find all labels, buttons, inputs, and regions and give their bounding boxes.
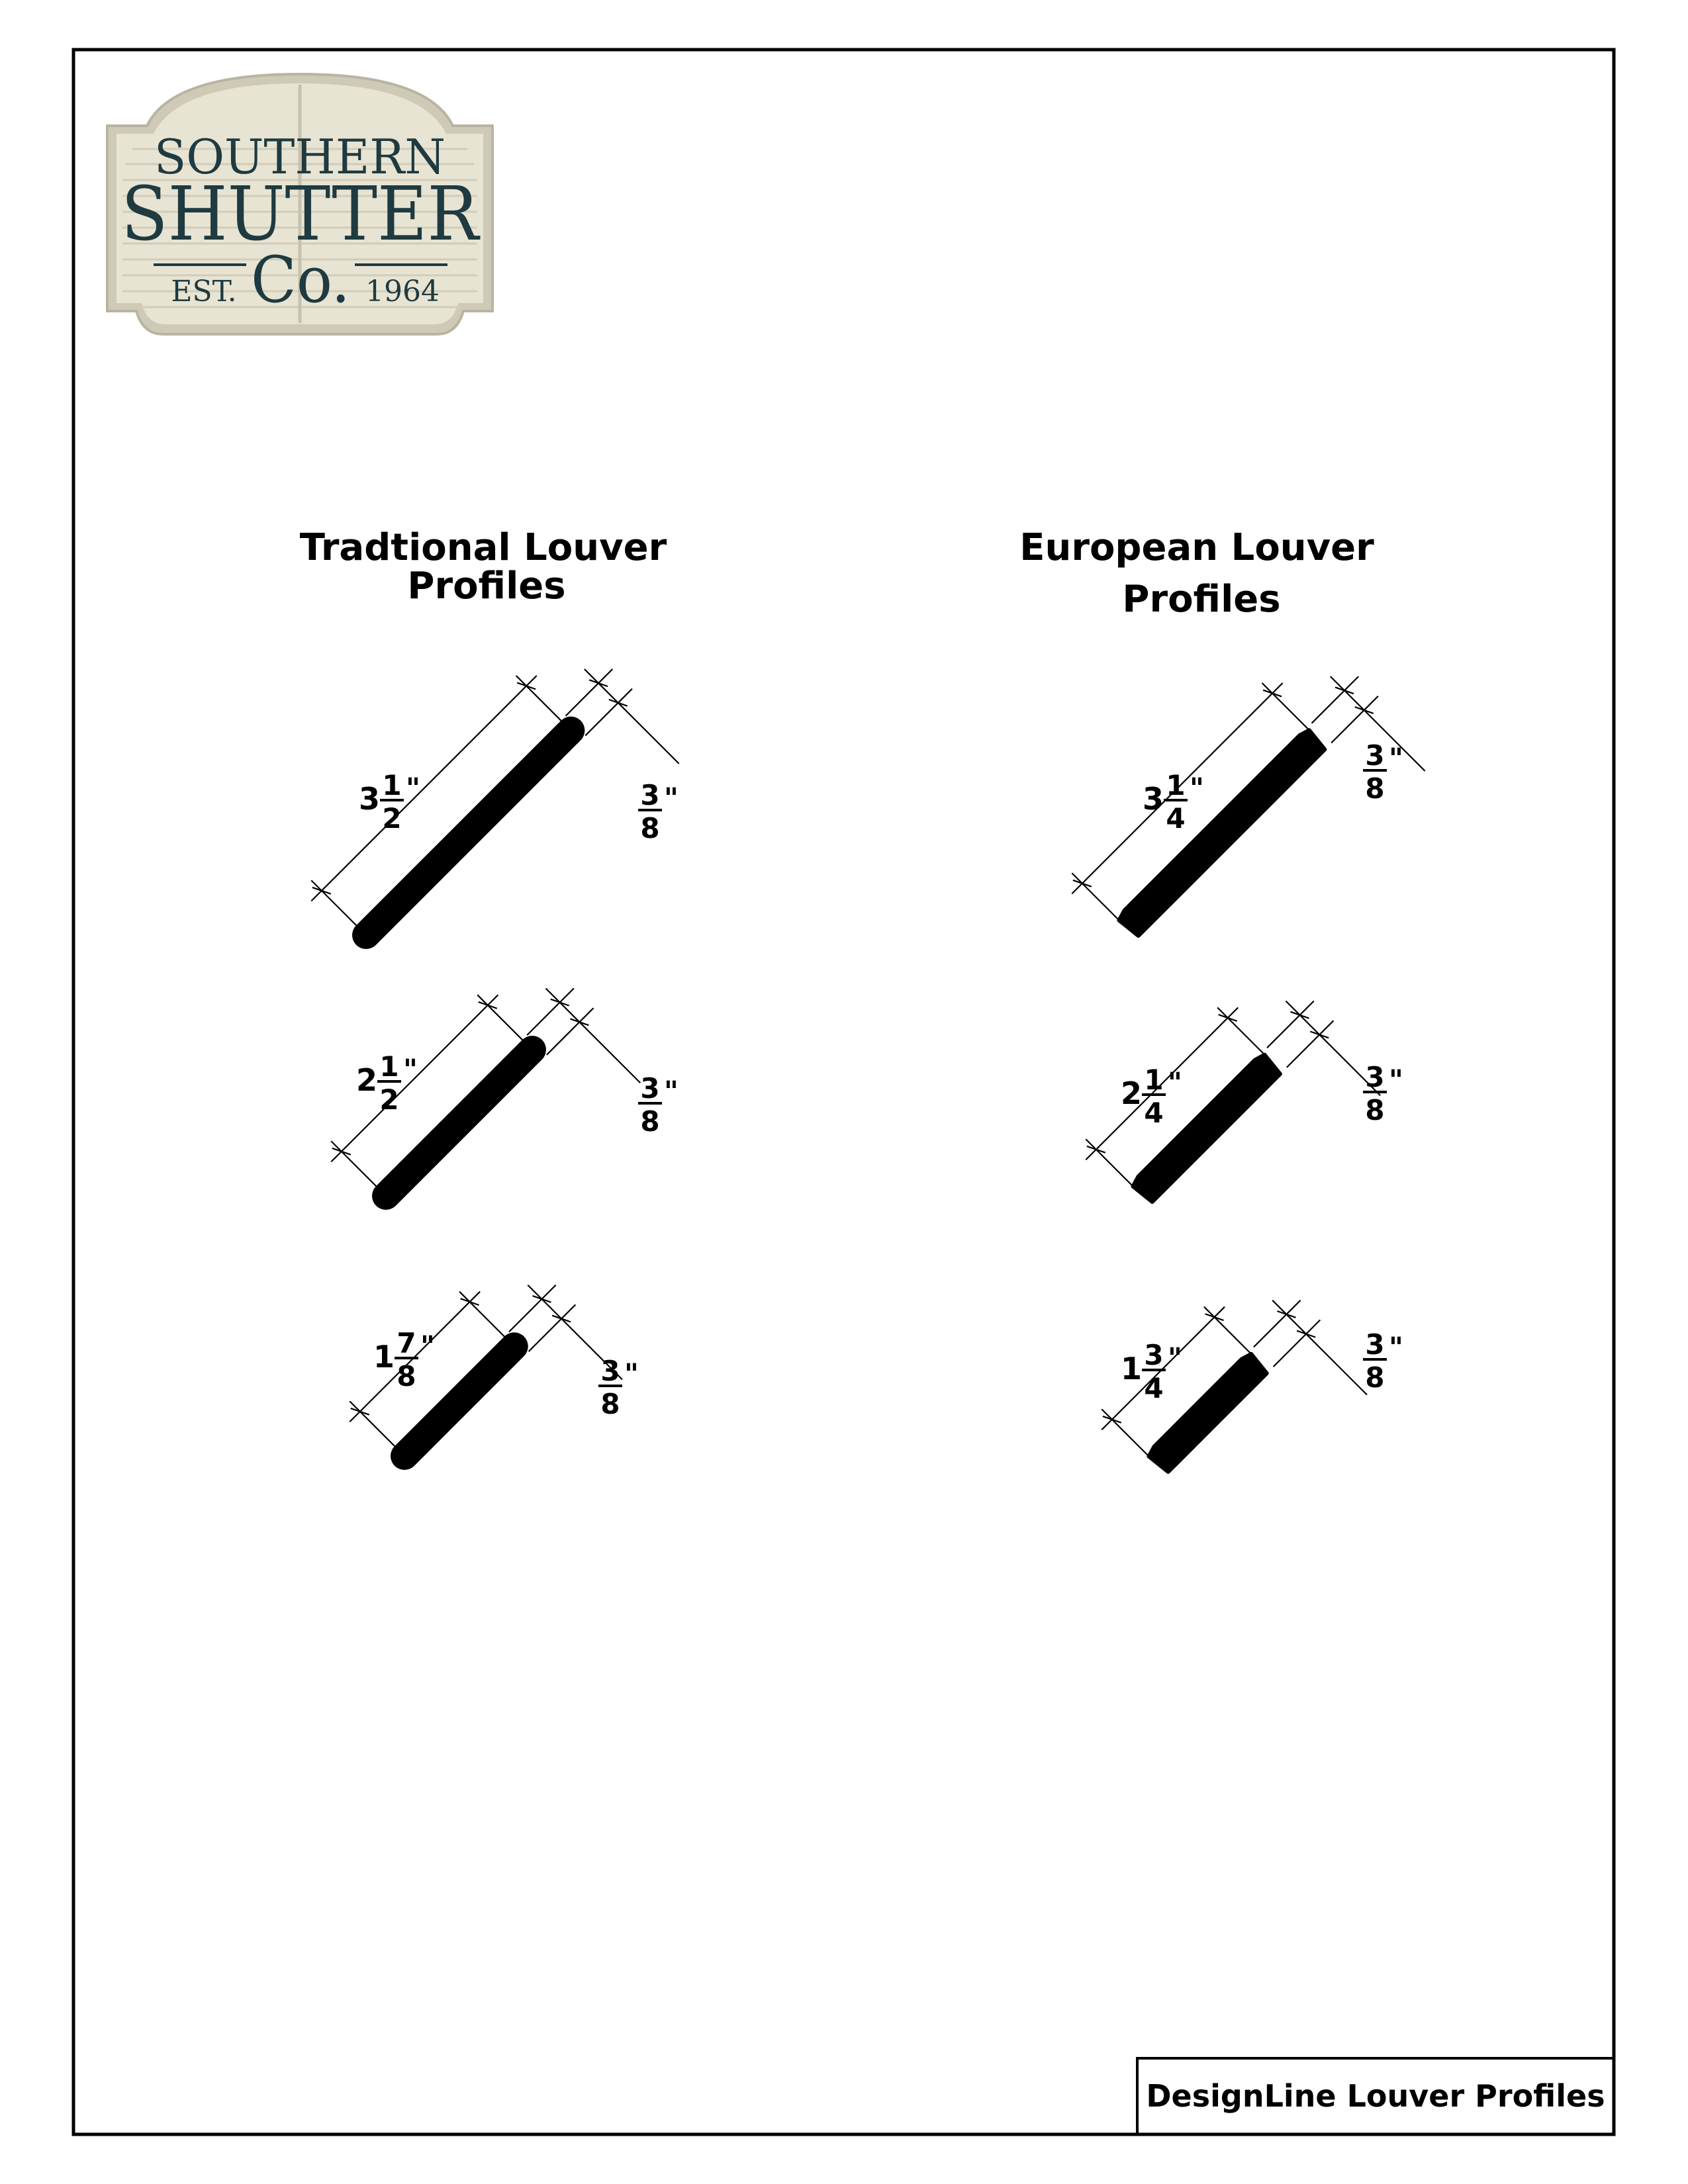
dim-inch-mark: " (1389, 742, 1403, 774)
traditional-profile-1 (311, 669, 679, 935)
thickness-tick (552, 1316, 571, 1322)
dim-inch-mark: " (403, 1053, 418, 1085)
dim-denominator: 2 (379, 1083, 399, 1116)
dim-denominator: 8 (640, 812, 660, 844)
dim-inch-mark: " (624, 1357, 639, 1390)
title-block (1137, 2058, 1614, 2134)
logo-shutter: SHUTTER (121, 171, 481, 257)
dim-whole-number: 1 (373, 1339, 395, 1375)
width-tick (1205, 1314, 1224, 1320)
thickness-extension-line (547, 1008, 594, 1055)
thickness-extension-line (585, 689, 632, 736)
dim-denominator: 8 (600, 1388, 620, 1420)
dim-numerator: 3 (1144, 1339, 1164, 1371)
dim-inch-mark: " (420, 1330, 435, 1362)
thickness-extension-line (1274, 1320, 1321, 1367)
thickness-extension-line (1267, 1001, 1314, 1048)
dim-whole-number: 3 (358, 781, 381, 817)
dim-inch-mark: " (1168, 1342, 1182, 1374)
thickness-extension-line (1254, 1300, 1301, 1347)
dim-numerator: 1 (1144, 1064, 1164, 1096)
european-title-line-1: European Louver (1019, 526, 1374, 569)
width-extension-line (459, 1292, 506, 1338)
logo-southern: SOUTHERN (154, 129, 445, 185)
width-extension-line (1217, 1007, 1264, 1054)
dim-numerator: 1 (379, 1050, 399, 1083)
width-tick (312, 887, 331, 894)
dim-inch-mark: " (1389, 1064, 1403, 1096)
width-tick (1219, 1015, 1237, 1021)
thickness-tick (570, 1019, 588, 1025)
dim-denominator: 8 (1365, 1094, 1385, 1126)
dim-inch-mark: " (1190, 772, 1204, 804)
dim-denominator: 8 (1365, 1361, 1385, 1394)
thickness-tick (589, 680, 608, 686)
european-profile-1 (1072, 676, 1425, 936)
thickness-tick (1297, 1331, 1315, 1338)
thickness-tick (551, 999, 569, 1006)
louver-profiles (311, 669, 1425, 1472)
width-tick (1073, 880, 1092, 887)
louver-slat (1119, 730, 1325, 936)
width-extension-line (477, 995, 524, 1041)
dim-whole-number: 1 (1120, 1351, 1143, 1387)
dim-numerator: 3 (640, 1072, 660, 1105)
width-extension-line (331, 1141, 377, 1187)
dim-numerator: 1 (382, 769, 402, 801)
dim-inch-mark: " (1389, 1331, 1403, 1363)
width-tick (1087, 1146, 1105, 1153)
dim-inch-mark: " (406, 772, 420, 804)
traditional-title-line-1: Tradtional Louver (299, 526, 667, 569)
dim-denominator: 4 (1144, 1372, 1164, 1404)
width-tick (517, 683, 536, 690)
european-profile-2 (1086, 1001, 1403, 1202)
louver-slat (404, 1346, 514, 1456)
logo-co: Co. (251, 243, 350, 317)
dim-numerator: 1 (1166, 769, 1186, 801)
width-extension-line (1102, 1409, 1148, 1455)
width-tick (351, 1408, 369, 1415)
title-block-label: DesignLine Louver Profiles (1146, 2078, 1605, 2114)
european-profile-3 (1102, 1300, 1403, 1472)
width-extension-line (1086, 1139, 1132, 1185)
european-title (1019, 526, 1374, 621)
dim-numerator: 3 (640, 779, 660, 811)
dim-denominator: 8 (397, 1360, 416, 1392)
thickness-extension-line (1331, 696, 1378, 743)
dim-inch-mark: " (664, 1075, 679, 1107)
dim-numerator: 3 (1365, 1061, 1385, 1093)
thickness-extension-line (1311, 676, 1358, 723)
louver-slat (1149, 1354, 1267, 1472)
width-tick (479, 1002, 497, 1009)
dim-numerator: 7 (397, 1327, 416, 1359)
width-tick (461, 1298, 479, 1305)
width-extension-line (350, 1401, 396, 1447)
traditional-profile-3 (350, 1285, 639, 1456)
dim-numerator: 3 (600, 1355, 620, 1387)
thickness-extension-line (1287, 1021, 1334, 1068)
thickness-tick (609, 700, 628, 706)
dim-denominator: 8 (640, 1105, 660, 1138)
width-extension-line (311, 880, 357, 927)
traditional-title (300, 526, 667, 608)
thickness-extension-line (566, 669, 613, 716)
width-extension-line (1204, 1307, 1250, 1353)
width-tick (1263, 690, 1282, 697)
width-extension-line (1072, 873, 1118, 919)
thickness-extension-line (529, 1304, 576, 1351)
dim-denominator: 2 (382, 802, 402, 835)
logo-year: 1964 (365, 275, 440, 308)
dim-inch-mark: " (664, 782, 679, 814)
thickness-tick (532, 1296, 551, 1302)
width-extension-line (516, 676, 563, 722)
traditional-title-line-2: Profiles (407, 565, 566, 608)
traditional-profile-2 (331, 988, 679, 1196)
thickness-tick (1277, 1311, 1295, 1318)
thickness-tick (1310, 1032, 1329, 1038)
dim-denominator: 4 (1166, 802, 1186, 835)
width-extension-line (1262, 683, 1309, 729)
width-tick (1103, 1416, 1121, 1423)
thickness-extension-line (527, 988, 574, 1035)
dim-whole-number: 2 (1120, 1075, 1143, 1111)
thickness-tick (1355, 707, 1374, 713)
european-title-line-2: Profiles (1122, 578, 1281, 621)
dim-numerator: 3 (1365, 1328, 1385, 1361)
thickness-extension-line (509, 1285, 556, 1332)
logo-est: EST. (171, 275, 237, 308)
dim-denominator: 4 (1144, 1097, 1164, 1129)
width-tick (332, 1148, 351, 1155)
dim-denominator: 8 (1365, 772, 1385, 805)
dim-numerator: 3 (1365, 739, 1385, 772)
dim-inch-mark: " (1168, 1066, 1182, 1099)
thickness-tick (1335, 687, 1354, 694)
thickness-tick (1291, 1012, 1309, 1019)
company-logo (107, 74, 492, 334)
dim-whole-number: 3 (1142, 781, 1164, 817)
dim-whole-number: 2 (355, 1062, 378, 1098)
